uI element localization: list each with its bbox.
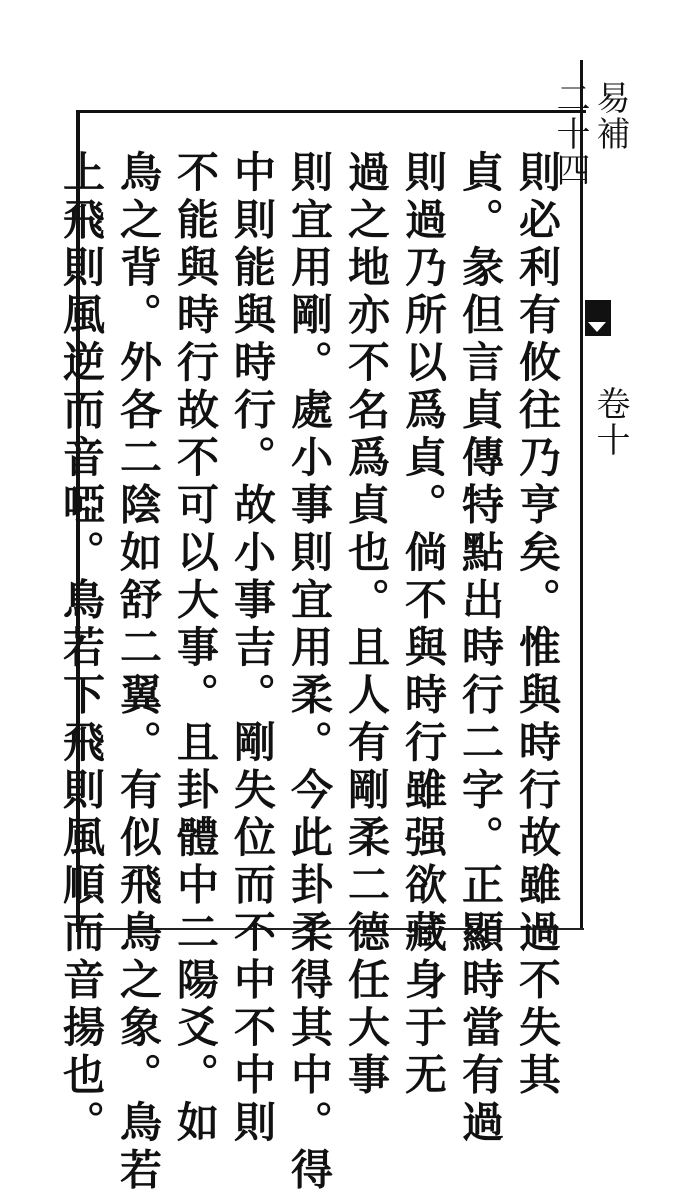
page-margin-label xyxy=(550,80,630,780)
frame-center-border xyxy=(580,60,583,930)
text-column-8: 鳥之背。外各二陰如舒二翼。有似飛鳥之象。鳥若 xyxy=(114,150,163,1195)
text-column-4: 過之地亦不名爲貞也。且人有剛柔二德任大事 xyxy=(342,150,391,1100)
text-column-2: 貞。彖但言貞傳特點出時行二字。正顯時當有過 xyxy=(456,150,505,1148)
margin-title: 易補 xyxy=(590,80,630,152)
margin-page-number: 二十四 xyxy=(550,80,590,188)
text-column-9: 上飛則風逆而音啞。鳥若下飛則風順而音揚也。 xyxy=(57,150,106,1148)
text-column-1: 則必利有攸往乃亨矣。惟與時行故雖過不失其 xyxy=(513,150,562,1100)
frame-top-border xyxy=(76,110,586,113)
margin-juan: 卷十 xyxy=(590,386,630,458)
text-column-5: 則宜用剛。處小事則宜用柔。今此卦柔得其中。得 xyxy=(285,150,334,1195)
text-column-3: 則過乃所以爲貞。倘不與時行雖强欲藏身于无 xyxy=(399,150,448,1100)
text-body xyxy=(53,150,566,1195)
text-column-7: 不能與時行故不可以大事。且卦體中二陽爻。如 xyxy=(171,150,220,1148)
text-column-6: 中則能與時行。故小事吉。剛失位而不中不中則 xyxy=(228,150,277,1148)
